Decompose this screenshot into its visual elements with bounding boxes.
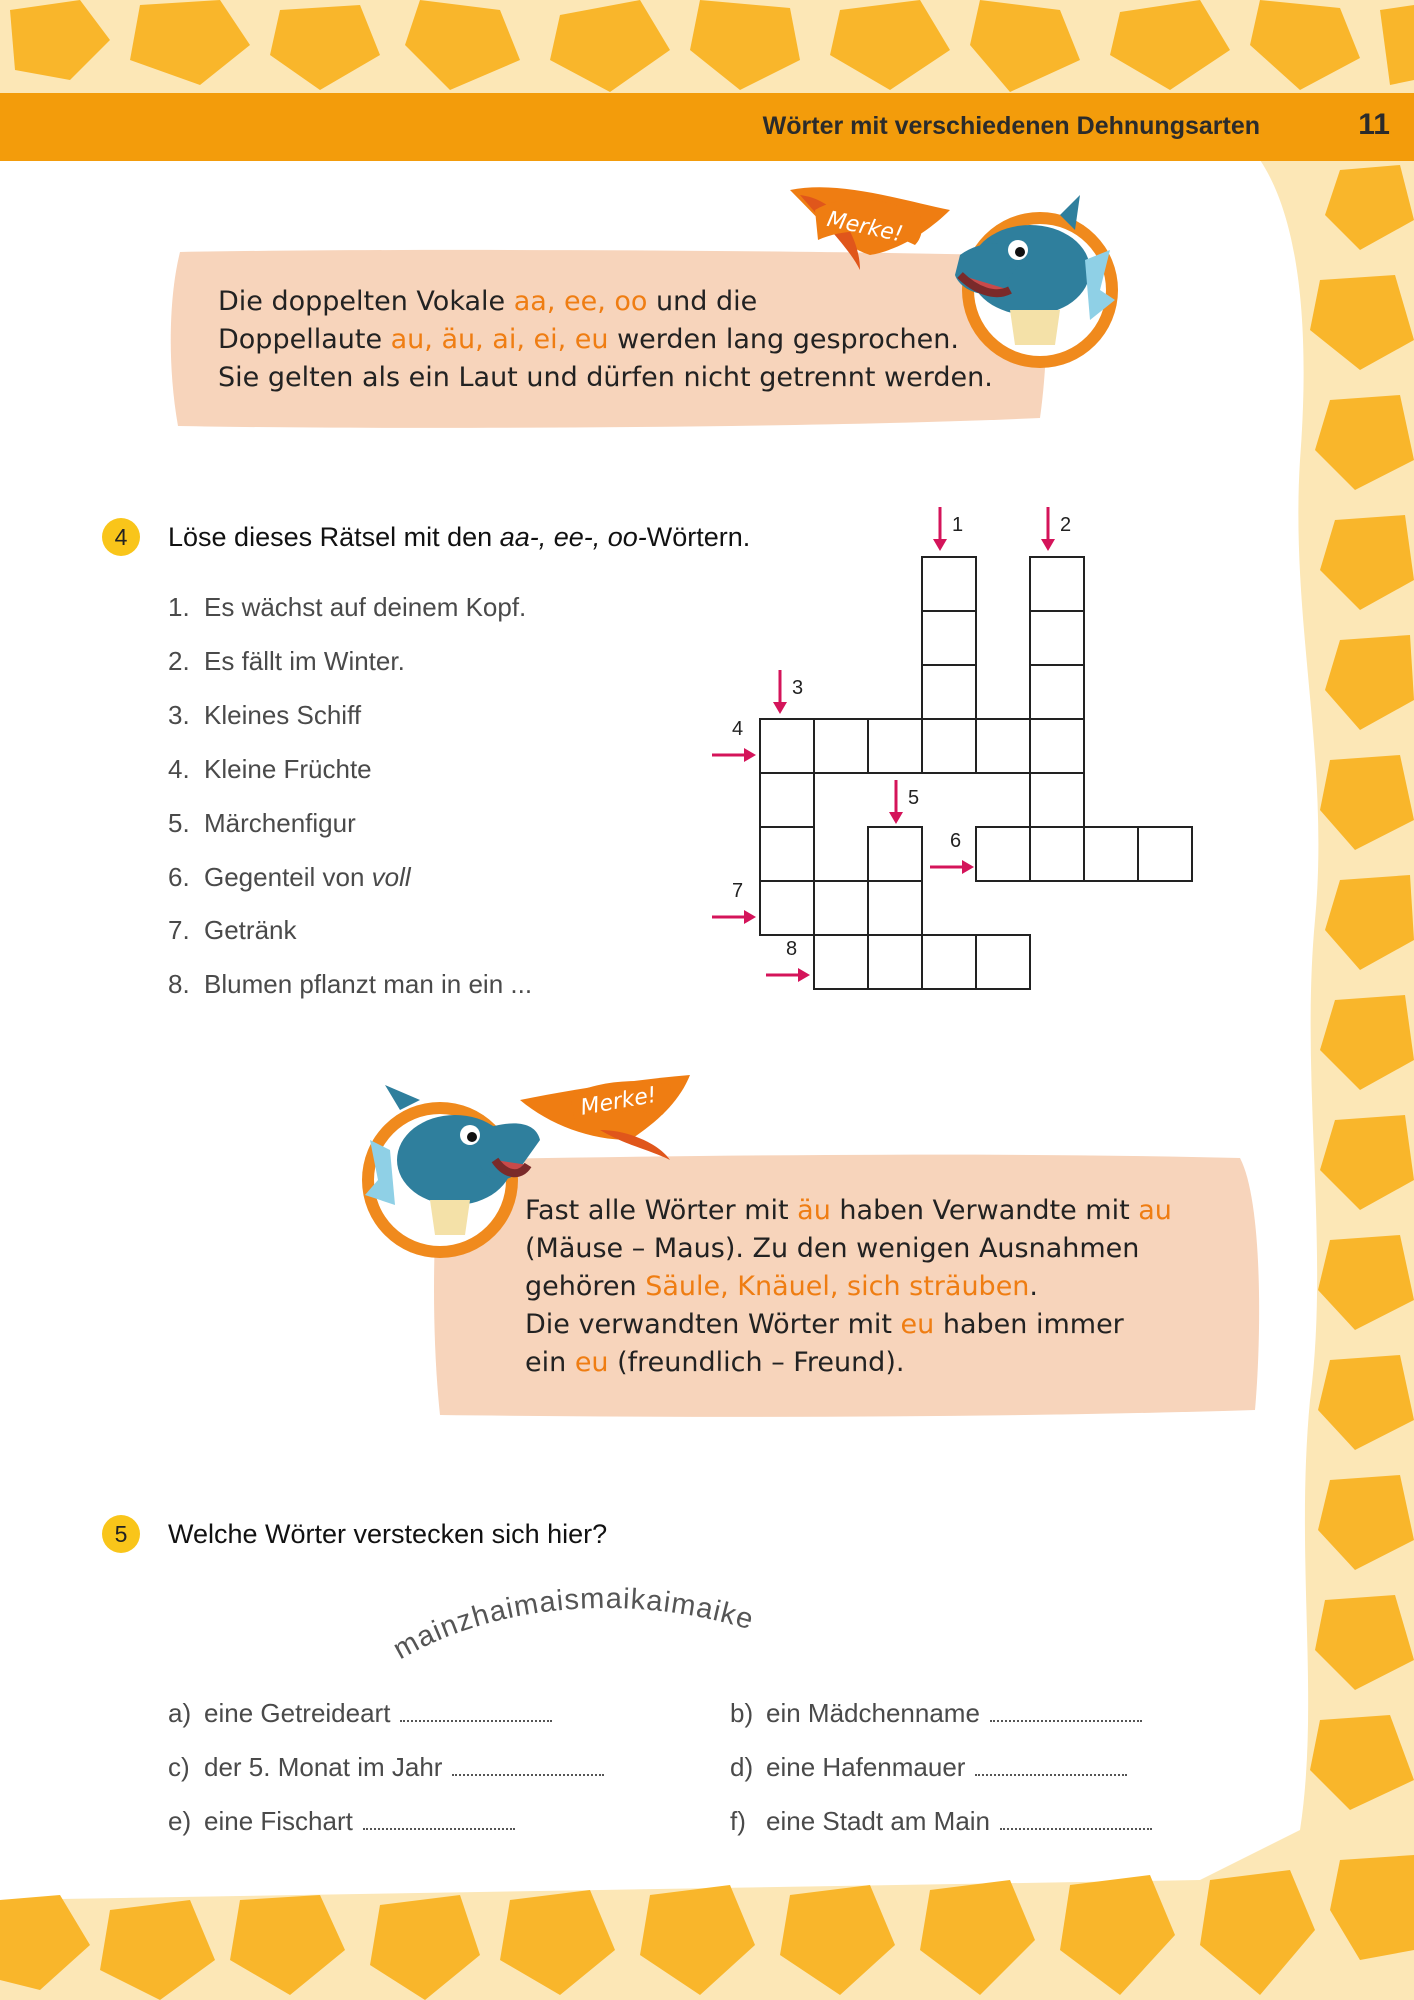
arrow-right-icon <box>712 910 756 924</box>
merke-label-2: Merke! <box>578 1082 659 1121</box>
arrow-down-icon <box>1041 507 1055 551</box>
crossword-cell[interactable] <box>814 719 868 773</box>
clue-item: 6. Gegenteil von voll <box>168 862 411 892</box>
task-5-number: 5 <box>102 1515 140 1553</box>
grid-number-label: 6 <box>950 830 962 852</box>
crossword-cell[interactable] <box>976 719 1030 773</box>
crossword-cell[interactable] <box>922 665 976 719</box>
merke-1-line-2: Doppellaute au, äu, ai, ei, eu werden lang gesprochen. <box>218 324 959 355</box>
fill-item-d: d) eine Hafenmauer <box>730 1752 1127 1783</box>
clue-item: 3. Kleines Schiff <box>168 700 362 730</box>
merke-1-line-3: Sie gelten als ein Laut und dürfen nicht getrennt werden. <box>218 362 993 393</box>
arrow-right-icon <box>712 748 756 762</box>
task-4-instruction: Löse dieses Rätsel mit den aa-, ee-, oo-Wörtern. <box>168 522 751 552</box>
answer-field-d[interactable] <box>975 1752 1127 1776</box>
task-4-number: 4 <box>102 518 140 556</box>
fill-item-c: c) der 5. Monat im Jahr <box>168 1752 604 1783</box>
clue-item: 2. Es fällt im Winter. <box>168 646 405 676</box>
clue-item: 7. Getränk <box>168 915 297 945</box>
crossword-cell[interactable] <box>868 881 922 935</box>
merke-2-text <box>525 1192 1172 1382</box>
clue-item: 1. Es wächst auf deinem Kopf. <box>168 592 527 622</box>
crossword-cell[interactable] <box>868 827 922 881</box>
grid-number-label: 5 <box>908 787 920 809</box>
crossword-cell[interactable] <box>1030 773 1084 827</box>
crossword-cell[interactable] <box>760 719 814 773</box>
crossword-cell[interactable] <box>922 719 976 773</box>
merke-2-line-2: (Mäuse – Maus). Zu den wenigen Ausnahmen <box>525 1233 1140 1264</box>
fill-item-f: f) eine Stadt am Main <box>730 1806 1152 1837</box>
grid-number-label: 8 <box>786 938 798 960</box>
grid-number-label: 2 <box>1060 514 1072 536</box>
merke-label-1: Merke! <box>824 207 905 248</box>
crossword-cell[interactable] <box>868 719 922 773</box>
crossword-cell[interactable] <box>760 773 814 827</box>
crossword-cell[interactable] <box>1030 665 1084 719</box>
crossword-cell[interactable] <box>1084 827 1138 881</box>
crossword-cell[interactable] <box>976 935 1030 989</box>
arrow-right-icon <box>766 968 810 982</box>
fill-item-b: b) ein Mädchenname <box>730 1698 1142 1729</box>
crossword-cell[interactable] <box>1138 827 1192 881</box>
grid-number-label: 4 <box>732 718 744 740</box>
crossword-cell[interactable] <box>1030 719 1084 773</box>
crossword-cell[interactable] <box>760 827 814 881</box>
grid-number-label: 1 <box>952 514 964 536</box>
arrow-down-icon <box>889 780 903 824</box>
crossword-cell[interactable] <box>1030 827 1084 881</box>
clue-item: 8. Blumen pflanzt man in ein ... <box>168 969 533 999</box>
clue-item: 5. Märchenfigur <box>168 808 356 838</box>
page-number: 11 <box>1358 108 1390 141</box>
crossword-cell[interactable] <box>814 881 868 935</box>
grid-number-label: 3 <box>792 677 804 699</box>
crossword-cell[interactable] <box>760 881 814 935</box>
grid-number-label: 7 <box>732 880 744 902</box>
merke-2-line-3: gehören Säule, Knäuel, sich sträuben. <box>525 1271 1039 1302</box>
merke-2-line-5: ein eu (freundlich – Freund). <box>525 1347 905 1378</box>
crossword-cell[interactable] <box>922 611 976 665</box>
clue-item: 4. Kleine Früchte <box>168 754 372 784</box>
crossword-cell[interactable] <box>868 935 922 989</box>
crossword-cell[interactable] <box>976 827 1030 881</box>
merke-2-line-4: Die verwandten Wörter mit eu haben immer <box>525 1309 1124 1340</box>
fill-item-a: a) eine Getreideart <box>168 1698 552 1729</box>
answer-field-f[interactable] <box>1000 1806 1152 1830</box>
answer-field-a[interactable] <box>400 1698 552 1722</box>
crossword-cell[interactable] <box>1030 611 1084 665</box>
page-title: Wörter mit verschiedenen Dehnungsarten <box>762 112 1260 140</box>
crossword-cell[interactable] <box>814 935 868 989</box>
arrow-right-icon <box>930 860 974 874</box>
answer-field-e[interactable] <box>363 1806 515 1830</box>
answer-field-b[interactable] <box>990 1698 1142 1722</box>
crossword-cell[interactable] <box>922 557 976 611</box>
fill-item-e: e) eine Fischart <box>168 1806 515 1837</box>
letter-chain-text: mainzhaimaismaikaimaike <box>387 1582 758 1666</box>
arrow-down-icon <box>933 507 947 551</box>
merke-1-line-1: Die doppelten Vokale aa, ee, oo und die <box>218 286 758 317</box>
task-5-instruction: Welche Wörter verstecken sich hier? <box>168 1519 608 1549</box>
crossword-cell[interactable] <box>1030 557 1084 611</box>
crossword-cell[interactable] <box>922 935 976 989</box>
merke-2-line-1: Fast alle Wörter mit äu haben Verwandte mit au <box>525 1195 1172 1226</box>
arrow-down-icon <box>773 670 787 714</box>
answer-field-c[interactable] <box>452 1752 604 1776</box>
